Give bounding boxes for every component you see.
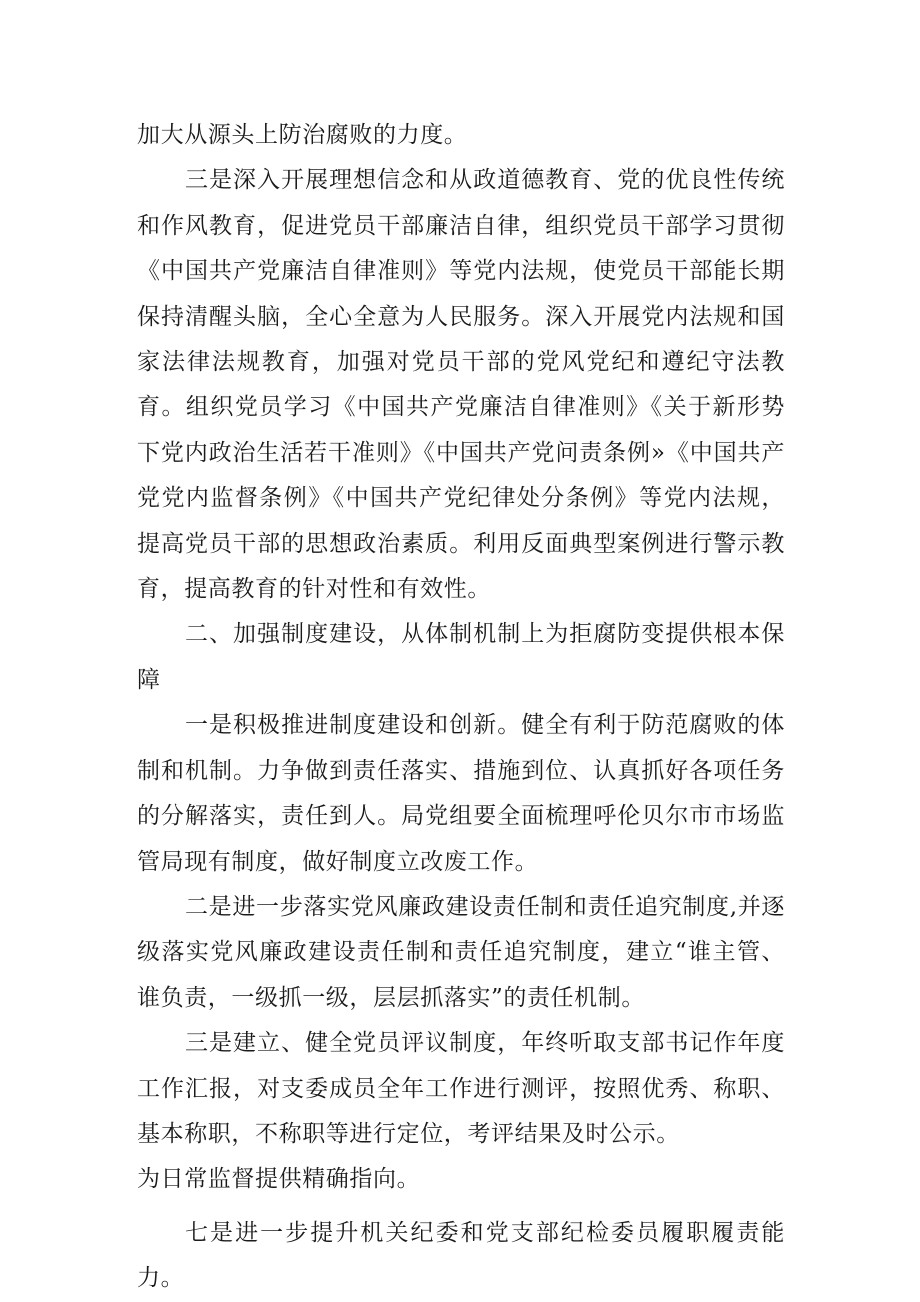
paragraph-1: 加大从源头上防治腐败的力度。 <box>137 122 468 148</box>
paragraph-6: 为日常监督提供精确指向。 <box>137 1166 421 1193</box>
paragraph-7: 七是进一步提升机关纪委和党支部纪检委员履职履责能力。 <box>137 1219 785 1292</box>
paragraph-2: 三是深入开展理想信念和从政道德教育、党的优良性传统和作风教育，促进党员干部廉洁自律，组织党员干部学习贯彻《中国共产党廉洁自律准则》等党内法规，使党员干部能长期保持清醒头脑，全心全意为人民服务。深入开展党内法规和国家法律法规教育，加强对党员干部的党风党纪和遵纪守法教育。组织党员学习《中国共产党廉洁自律准则》《关于新形势下党内政治生活若干准则》《中国共产党问责条例»《中国共产党党内监督条例》《中国共产党纪律处分条例》等党内法规，提高党员干部的思想政治素质。利用反面典型案例进行警示教育，提高教育的针对性和有效性。 <box>137 167 785 603</box>
section-heading-2: 二、加强制度建设，从体制机制上为拒腐防变提供根本保障 <box>137 621 785 693</box>
paragraph-5: 三是建立、健全党员评议制度，年终听取支部书记作年度工作汇报，对支委成员全年工作进行测评，按照优秀、称职、基本称职，不称职等进行定位，考评结果及时公示。 <box>137 1030 785 1147</box>
document-body <box>137 113 785 1302</box>
paragraph-4: 二是进一步落实党风廉政建设责任制和责任追究制度,并逐级落实党风廉政建设责任制和责任追究制度，建立“谁主管、谁负责，一级抓一级，层层抓落实”的责任机制。 <box>137 893 785 1011</box>
paragraph-3: 一是积极推进制度建设和创新。健全有利于防范腐败的体制和机制。力争做到责任落实、措施到位、认真抓好各项任务的分解落实，责任到人。局党组要全面梳理呼伦贝尔市市场监管局现有制度，做好制度立改废工作。 <box>137 712 785 875</box>
